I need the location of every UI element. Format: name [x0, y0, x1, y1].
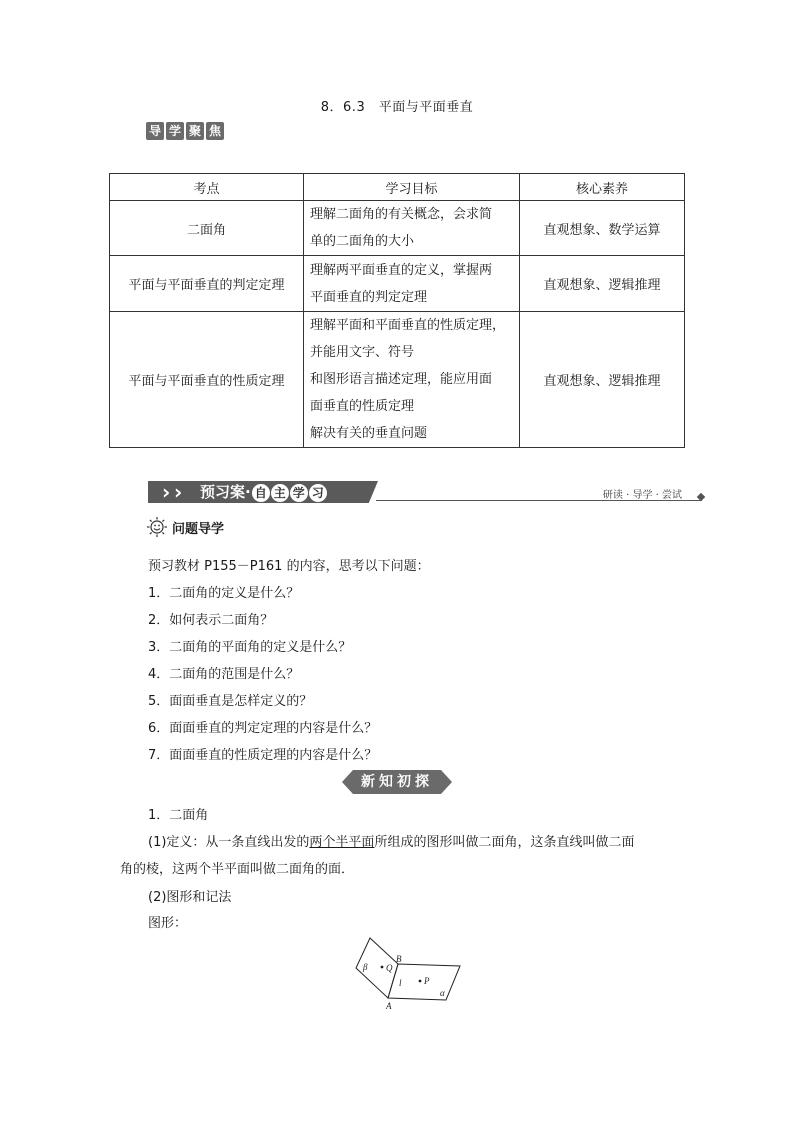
objectives-table	[109, 173, 685, 448]
question-item: 6．面面垂直的判定定理的内容是什么？	[148, 721, 378, 736]
label-alpha: α	[440, 988, 445, 998]
table-header-row	[110, 174, 685, 201]
header-point: 考点	[110, 174, 304, 201]
goal-line: 单的二面角的大小	[310, 234, 415, 249]
question-guide-label: 问题导学	[172, 521, 225, 537]
subsection-heading: (2)图形和记法	[148, 890, 232, 905]
label-a: A	[386, 1001, 392, 1011]
guide-badge-char: 焦	[206, 122, 224, 140]
goal-line: 理解两平面垂直的定义，掌握两	[310, 262, 493, 278]
banner-circled-char: 习	[309, 484, 327, 502]
table-row	[110, 312, 685, 448]
goal-line: 和图形语言描述定理，能应用面	[310, 372, 493, 387]
header-goal: 学习目标	[304, 174, 520, 201]
label-beta: β	[363, 962, 368, 972]
definition-line-2: 角的棱，这两个半平面叫做二面角的面．	[120, 862, 355, 877]
label-b: B	[396, 954, 402, 964]
point-q-dot	[381, 966, 384, 969]
definition-prefix: (1)定义：从一条直线出发的	[148, 835, 310, 850]
figure-label: 图形：	[148, 916, 188, 931]
banner-circled-char: 学	[290, 484, 308, 502]
section-item-heading: 1．二面角	[148, 808, 209, 823]
guide-badge-char: 聚	[186, 122, 204, 140]
cell-goal	[304, 312, 520, 448]
cell-point: 平面与平面垂直的性质定理	[110, 312, 304, 448]
guide-badge-char: 导	[146, 122, 164, 140]
question-item: 7．面面垂直的性质定理的内容是什么？	[148, 748, 378, 763]
goal-line: 理解二面角的有关概念，会求简	[310, 207, 493, 222]
goal-line: 解决有关的垂直问题	[310, 426, 428, 441]
preview-banner	[148, 478, 708, 504]
question-item: 1．二面角的定义是什么？	[148, 586, 300, 601]
table-row	[110, 256, 685, 312]
definition-underlined: 两个半平面	[309, 835, 375, 850]
chevron-right-icon: ›	[174, 480, 183, 504]
new-knowledge-label: 新知初探	[361, 774, 433, 790]
label-p: P	[424, 976, 430, 986]
label-l: l	[399, 978, 402, 988]
chevron-right-icon: ›	[162, 480, 171, 504]
question-item: 2．如何表示二面角？	[148, 613, 274, 628]
page-title: 8．6.3 平面与平面垂直	[320, 100, 474, 115]
question-item: 4．二面角的范围是什么？	[148, 667, 300, 682]
banner-circled-char: 自	[252, 484, 270, 502]
point-p-dot	[419, 980, 422, 983]
cell-goal	[304, 256, 520, 312]
smiley-sun-icon	[146, 516, 168, 538]
cell-point: 平面与平面垂直的判定定理	[110, 256, 304, 312]
question-item: 3．二面角的平面角的定义是什么？	[148, 640, 352, 655]
definition-line	[148, 831, 634, 850]
banner-main-label: 预习案·	[200, 483, 251, 501]
goal-line: 面垂直的性质定理	[310, 399, 415, 414]
cell-literacy: 直观想象、逻辑推理	[520, 256, 685, 312]
question-guide-heading	[146, 516, 224, 538]
cell-goal	[304, 201, 520, 256]
goal-line: 并能用文字、符号	[310, 345, 415, 360]
guide-badge-char: 学	[166, 122, 184, 140]
intro-text: 预习教材 P155－P161 的内容，思考以下问题：	[148, 559, 430, 574]
label-q: Q	[386, 963, 393, 973]
banner-circled-char: 主	[271, 484, 289, 502]
banner-title	[200, 481, 327, 503]
table-row	[110, 201, 685, 256]
banner-subtitle: 研读 · 导学 · 尝试	[602, 490, 682, 501]
new-knowledge-banner	[342, 770, 452, 794]
cell-point: 二面角	[110, 201, 304, 256]
guide-badge	[146, 122, 224, 140]
question-item: 5．面面垂直是怎样定义的？	[148, 694, 313, 709]
cell-literacy: 直观想象、逻辑推理	[520, 312, 685, 448]
dihedral-angle-figure	[350, 930, 470, 1012]
header-literacy: 核心素养	[520, 174, 685, 201]
goal-line: 理解平面和平面垂直的性质定理，	[310, 318, 506, 333]
cell-literacy: 直观想象、数学运算	[520, 201, 685, 256]
definition-suffix: 所组成的图形叫做二面角，这条直线叫做二面	[374, 835, 635, 850]
goal-line: 平面垂直的判定定理	[310, 289, 428, 305]
